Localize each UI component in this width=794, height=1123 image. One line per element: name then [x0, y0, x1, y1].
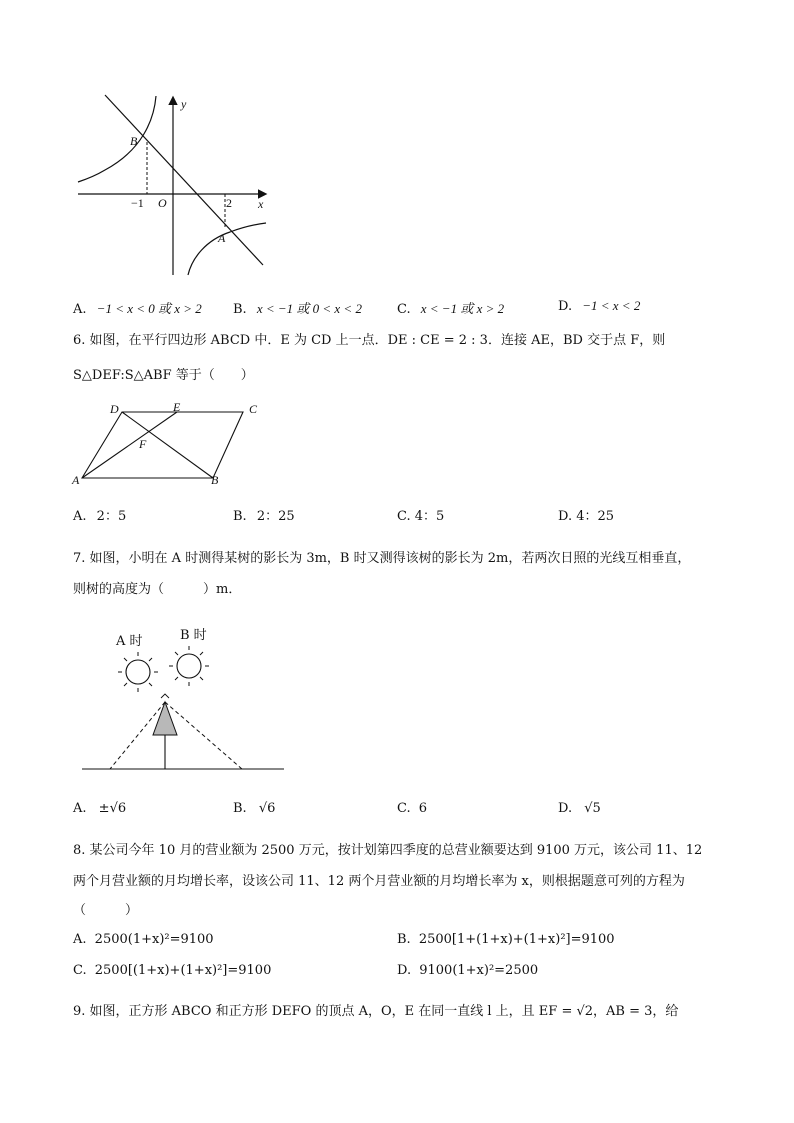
tick-neg1-label: −1	[131, 196, 144, 210]
tree-crown-icon	[153, 702, 177, 735]
label-f: F	[139, 437, 147, 451]
sun-b-icon	[169, 646, 209, 686]
q6-option-d: D. 4：25	[558, 509, 615, 524]
q6-option-c: C. 4：5	[397, 509, 445, 524]
q6-stem-line2: S△DEF:S△ABF 等于（ ）	[73, 368, 254, 383]
q8-option-d: D. 9100(1+x)²=2500	[397, 963, 539, 978]
x-axis-label: x	[258, 197, 264, 211]
q6-option-b: B. 2：25	[233, 509, 295, 524]
q8-option-c: C. 2500[(1+x)+(1+x)²]=9100	[73, 963, 272, 978]
q8-stem-line3: （ ）	[73, 903, 139, 918]
q5-option-d: D. −1 < x < 2	[558, 298, 641, 314]
q6-parallelogram-figure	[80, 408, 250, 483]
q5-option-a: A. −1 < x < 0 或 x > 2	[73, 301, 202, 317]
label-e: E	[173, 400, 181, 414]
point-a-label: A	[218, 231, 226, 245]
q5-option-b: B. x < −1 或 0 < x < 2	[233, 301, 362, 317]
hyperbola-branch-lower	[188, 223, 266, 275]
label-b-time: B 时	[180, 628, 207, 643]
y-axis-label: y	[181, 97, 187, 111]
q7-option-c: C. 6	[397, 801, 428, 816]
hyperbola-branch-upper	[78, 96, 156, 182]
origin-label: O	[158, 196, 167, 210]
q9-stem-line1: 9. 如图，正方形 ABCO 和正方形 DEFO 的顶点 A，O，E 在同一直线 l 上，且 EF = √2，AB = 3，给	[73, 1004, 679, 1019]
label-a: A	[72, 473, 80, 487]
segment-ae	[82, 412, 177, 478]
label-b: B	[211, 473, 219, 487]
label-c: C	[249, 402, 258, 416]
q8-option-a: A. 2500(1+x)²=9100	[73, 932, 214, 947]
label-d: D	[110, 402, 119, 416]
linear-function-line	[105, 95, 263, 265]
q7-stem-line2: 则树的高度为（ ）m．	[73, 582, 242, 597]
q6-option-a: A. 2：5	[73, 509, 127, 524]
q8-option-b: B. 2500[1+(1+x)+(1+x)²]=9100	[397, 932, 615, 947]
q8-stem-line2: 两个月营业额的月均增长率，设该公司 11、12 两个月营业额的月均增长率为 x，则根据题意可列的方程为	[73, 874, 685, 889]
segment-bd	[122, 412, 213, 478]
q7-option-d: D. √5	[558, 801, 601, 816]
q7-stem-line1: 7. 如图，小明在 A 时测得某树的影长为 3m，B 时又测得该树的影长为 2m，若两次日照的光线互相垂直，	[73, 551, 691, 566]
q7-option-a: A. ±√6	[73, 801, 127, 816]
q6-stem-line1: 6. 如图，在平行四边形 ABCD 中．E 为 CD 上一点．DE : CE = 2 : 3．连接 AE，BD 交于点 F，则	[73, 333, 666, 348]
q7-tree-shadow-figure	[80, 640, 290, 775]
q7-option-b: B. √6	[233, 801, 276, 816]
q8-stem-line1: 8. 某公司今年 10 月的营业额为 2500 万元，按计划第四季度的总营业额要达到 9100 万元，该公司 11、12	[73, 843, 703, 858]
tick-2-label: 2	[226, 196, 232, 210]
point-b-label: B	[130, 134, 138, 148]
sun-a-icon	[118, 652, 158, 692]
label-a-time: A 时	[116, 634, 143, 649]
right-angle-marker	[161, 694, 169, 698]
q5-option-c: C. x < −1 或 x > 2	[397, 301, 505, 317]
q5-graph	[70, 90, 280, 280]
